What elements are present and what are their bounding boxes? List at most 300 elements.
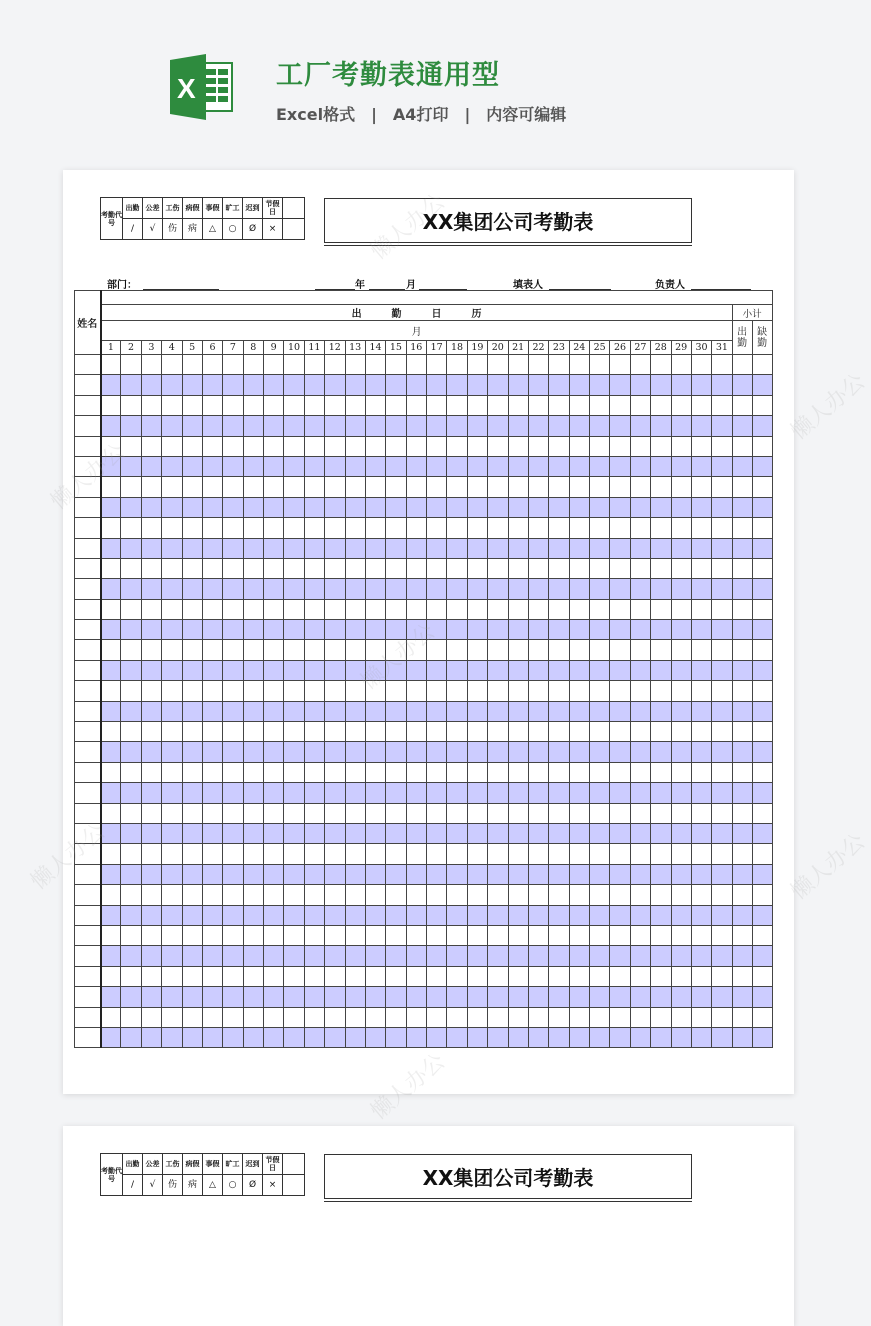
attendance-cell[interactable] bbox=[528, 987, 548, 1007]
attendance-cell[interactable] bbox=[264, 599, 284, 619]
attendance-cell[interactable] bbox=[712, 864, 732, 884]
attendance-cell[interactable] bbox=[365, 803, 385, 823]
attendance-cell[interactable] bbox=[406, 620, 426, 640]
attendance-cell[interactable] bbox=[243, 885, 263, 905]
attendance-cell[interactable] bbox=[671, 416, 691, 436]
attendance-cell[interactable] bbox=[488, 925, 508, 945]
attendance-cell[interactable] bbox=[569, 456, 589, 476]
attendance-cell[interactable] bbox=[508, 538, 528, 558]
attendance-cell[interactable] bbox=[202, 620, 222, 640]
attendance-cell[interactable] bbox=[264, 885, 284, 905]
name-cell[interactable] bbox=[75, 722, 101, 742]
attendance-cell[interactable] bbox=[488, 844, 508, 864]
attendance-cell[interactable] bbox=[223, 375, 243, 395]
attendance-cell[interactable] bbox=[427, 885, 447, 905]
attendance-cell[interactable] bbox=[406, 925, 426, 945]
attendance-cell[interactable] bbox=[427, 599, 447, 619]
attendance-cell[interactable] bbox=[406, 436, 426, 456]
attendance-cell[interactable] bbox=[569, 355, 589, 375]
attendance-cell[interactable] bbox=[569, 1007, 589, 1027]
attendance-cell[interactable] bbox=[182, 844, 202, 864]
attendance-cell[interactable] bbox=[651, 355, 671, 375]
attendance-cell[interactable] bbox=[488, 803, 508, 823]
attendance-cell[interactable] bbox=[243, 355, 263, 375]
attendance-cell[interactable] bbox=[569, 681, 589, 701]
attendance-cell[interactable] bbox=[202, 742, 222, 762]
attendance-cell[interactable] bbox=[488, 599, 508, 619]
attendance-cell[interactable] bbox=[610, 722, 630, 742]
attendance-cell[interactable] bbox=[467, 416, 487, 436]
attendance-cell[interactable] bbox=[284, 946, 304, 966]
attendance-cell[interactable] bbox=[427, 395, 447, 415]
attendance-cell[interactable] bbox=[182, 416, 202, 436]
absent-total-cell[interactable] bbox=[752, 416, 772, 436]
attendance-cell[interactable] bbox=[508, 558, 528, 578]
attendance-cell[interactable] bbox=[121, 722, 141, 742]
attendance-cell[interactable] bbox=[630, 640, 650, 660]
attendance-cell[interactable] bbox=[630, 416, 650, 436]
absent-total-cell[interactable] bbox=[752, 864, 772, 884]
attendance-cell[interactable] bbox=[202, 864, 222, 884]
attendance-cell[interactable] bbox=[671, 905, 691, 925]
attendance-cell[interactable] bbox=[406, 477, 426, 497]
attendance-cell[interactable] bbox=[691, 701, 711, 721]
attendance-cell[interactable] bbox=[467, 477, 487, 497]
attendance-cell[interactable] bbox=[447, 497, 467, 517]
attendance-cell[interactable] bbox=[182, 783, 202, 803]
attendance-cell[interactable] bbox=[386, 803, 406, 823]
attend-total-cell[interactable] bbox=[732, 966, 752, 986]
attendance-cell[interactable] bbox=[467, 599, 487, 619]
attendance-cell[interactable] bbox=[345, 497, 365, 517]
attendance-cell[interactable] bbox=[101, 355, 121, 375]
attendance-cell[interactable] bbox=[549, 640, 569, 660]
attendance-cell[interactable] bbox=[162, 518, 182, 538]
attendance-cell[interactable] bbox=[569, 803, 589, 823]
attendance-cell[interactable] bbox=[325, 456, 345, 476]
attendance-cell[interactable] bbox=[691, 640, 711, 660]
absent-total-cell[interactable] bbox=[752, 558, 772, 578]
attendance-cell[interactable] bbox=[223, 1007, 243, 1027]
attendance-cell[interactable] bbox=[365, 1027, 385, 1047]
attendance-cell[interactable] bbox=[651, 803, 671, 823]
attendance-cell[interactable] bbox=[243, 987, 263, 1007]
attendance-cell[interactable] bbox=[447, 477, 467, 497]
attendance-cell[interactable] bbox=[365, 456, 385, 476]
attendance-cell[interactable] bbox=[223, 620, 243, 640]
attendance-cell[interactable] bbox=[427, 620, 447, 640]
attendance-cell[interactable] bbox=[243, 558, 263, 578]
attendance-cell[interactable] bbox=[671, 660, 691, 680]
attendance-cell[interactable] bbox=[141, 436, 161, 456]
attendance-cell[interactable] bbox=[590, 1027, 610, 1047]
attendance-cell[interactable] bbox=[528, 558, 548, 578]
attendance-cell[interactable] bbox=[141, 1007, 161, 1027]
attendance-cell[interactable] bbox=[264, 803, 284, 823]
attendance-cell[interactable] bbox=[386, 885, 406, 905]
attendance-cell[interactable] bbox=[447, 885, 467, 905]
attendance-cell[interactable] bbox=[386, 477, 406, 497]
attendance-cell[interactable] bbox=[121, 885, 141, 905]
attendance-cell[interactable] bbox=[691, 823, 711, 843]
attendance-cell[interactable] bbox=[467, 640, 487, 660]
attendance-cell[interactable] bbox=[671, 518, 691, 538]
attendance-cell[interactable] bbox=[223, 640, 243, 660]
attendance-cell[interactable] bbox=[345, 579, 365, 599]
attendance-cell[interactable] bbox=[162, 579, 182, 599]
attendance-cell[interactable] bbox=[590, 762, 610, 782]
attendance-cell[interactable] bbox=[610, 987, 630, 1007]
attendance-cell[interactable] bbox=[712, 783, 732, 803]
attendance-cell[interactable] bbox=[508, 660, 528, 680]
attendance-cell[interactable] bbox=[651, 946, 671, 966]
name-cell[interactable] bbox=[75, 1007, 101, 1027]
attendance-cell[interactable] bbox=[427, 355, 447, 375]
attendance-cell[interactable] bbox=[345, 987, 365, 1007]
attendance-cell[interactable] bbox=[223, 660, 243, 680]
attendance-cell[interactable] bbox=[528, 416, 548, 436]
attendance-cell[interactable] bbox=[141, 925, 161, 945]
attendance-cell[interactable] bbox=[121, 477, 141, 497]
attendance-cell[interactable] bbox=[304, 783, 324, 803]
attendance-cell[interactable] bbox=[223, 395, 243, 415]
attendance-cell[interactable] bbox=[304, 905, 324, 925]
attendance-cell[interactable] bbox=[202, 925, 222, 945]
attendance-cell[interactable] bbox=[427, 1027, 447, 1047]
attendance-cell[interactable] bbox=[386, 1027, 406, 1047]
attendance-cell[interactable] bbox=[386, 456, 406, 476]
attendance-cell[interactable] bbox=[508, 355, 528, 375]
attendance-cell[interactable] bbox=[569, 946, 589, 966]
attendance-cell[interactable] bbox=[386, 375, 406, 395]
attendance-cell[interactable] bbox=[325, 375, 345, 395]
attendance-cell[interactable] bbox=[223, 742, 243, 762]
attendance-cell[interactable] bbox=[712, 844, 732, 864]
attendance-cell[interactable] bbox=[101, 864, 121, 884]
attendance-cell[interactable] bbox=[406, 497, 426, 517]
attendance-cell[interactable] bbox=[121, 823, 141, 843]
attendance-cell[interactable] bbox=[671, 966, 691, 986]
attendance-cell[interactable] bbox=[447, 905, 467, 925]
attendance-cell[interactable] bbox=[508, 823, 528, 843]
attendance-cell[interactable] bbox=[508, 722, 528, 742]
attendance-cell[interactable] bbox=[101, 925, 121, 945]
attendance-cell[interactable] bbox=[610, 803, 630, 823]
attendance-cell[interactable] bbox=[488, 416, 508, 436]
attendance-cell[interactable] bbox=[427, 681, 447, 701]
attendance-cell[interactable] bbox=[467, 456, 487, 476]
attendance-cell[interactable] bbox=[630, 395, 650, 415]
attendance-cell[interactable] bbox=[590, 558, 610, 578]
attendance-cell[interactable] bbox=[101, 762, 121, 782]
attendance-cell[interactable] bbox=[651, 416, 671, 436]
attendance-cell[interactable] bbox=[610, 579, 630, 599]
attendance-cell[interactable] bbox=[630, 987, 650, 1007]
attendance-cell[interactable] bbox=[304, 722, 324, 742]
attendance-cell[interactable] bbox=[630, 925, 650, 945]
absent-total-cell[interactable] bbox=[752, 722, 772, 742]
attendance-cell[interactable] bbox=[610, 477, 630, 497]
attendance-cell[interactable] bbox=[549, 681, 569, 701]
attendance-cell[interactable] bbox=[365, 844, 385, 864]
attendance-cell[interactable] bbox=[590, 864, 610, 884]
attendance-cell[interactable] bbox=[101, 742, 121, 762]
attendance-cell[interactable] bbox=[101, 579, 121, 599]
attendance-cell[interactable] bbox=[549, 558, 569, 578]
attendance-cell[interactable] bbox=[264, 722, 284, 742]
attendance-cell[interactable] bbox=[549, 803, 569, 823]
attendance-cell[interactable] bbox=[345, 620, 365, 640]
attendance-cell[interactable] bbox=[569, 620, 589, 640]
attendance-cell[interactable] bbox=[691, 803, 711, 823]
attendance-cell[interactable] bbox=[651, 456, 671, 476]
attendance-cell[interactable] bbox=[121, 844, 141, 864]
attendance-cell[interactable] bbox=[508, 905, 528, 925]
attendance-cell[interactable] bbox=[569, 518, 589, 538]
attendance-cell[interactable] bbox=[264, 456, 284, 476]
attendance-cell[interactable] bbox=[590, 355, 610, 375]
attendance-cell[interactable] bbox=[508, 599, 528, 619]
attendance-cell[interactable] bbox=[508, 375, 528, 395]
attendance-cell[interactable] bbox=[691, 742, 711, 762]
attendance-cell[interactable] bbox=[528, 436, 548, 456]
attendance-cell[interactable] bbox=[141, 946, 161, 966]
attendance-cell[interactable] bbox=[141, 477, 161, 497]
attendance-cell[interactable] bbox=[223, 558, 243, 578]
name-cell[interactable] bbox=[75, 987, 101, 1007]
attendance-cell[interactable] bbox=[325, 518, 345, 538]
attendance-cell[interactable] bbox=[712, 987, 732, 1007]
attendance-cell[interactable] bbox=[365, 987, 385, 1007]
attendance-cell[interactable] bbox=[610, 844, 630, 864]
attendance-cell[interactable] bbox=[712, 722, 732, 742]
attendance-cell[interactable] bbox=[264, 946, 284, 966]
attendance-cell[interactable] bbox=[671, 803, 691, 823]
attendance-cell[interactable] bbox=[671, 946, 691, 966]
attendance-cell[interactable] bbox=[345, 946, 365, 966]
attendance-cell[interactable] bbox=[202, 497, 222, 517]
attendance-cell[interactable] bbox=[162, 599, 182, 619]
attendance-cell[interactable] bbox=[264, 640, 284, 660]
attendance-cell[interactable] bbox=[101, 803, 121, 823]
attend-total-cell[interactable] bbox=[732, 558, 752, 578]
attendance-cell[interactable] bbox=[141, 905, 161, 925]
attendance-cell[interactable] bbox=[386, 925, 406, 945]
attendance-cell[interactable] bbox=[447, 1027, 467, 1047]
attendance-cell[interactable] bbox=[121, 497, 141, 517]
attendance-cell[interactable] bbox=[141, 660, 161, 680]
attendance-cell[interactable] bbox=[386, 783, 406, 803]
attendance-cell[interactable] bbox=[630, 599, 650, 619]
attendance-cell[interactable] bbox=[223, 946, 243, 966]
attendance-cell[interactable] bbox=[651, 823, 671, 843]
attendance-cell[interactable] bbox=[182, 1007, 202, 1027]
attendance-cell[interactable] bbox=[223, 885, 243, 905]
attendance-cell[interactable] bbox=[406, 885, 426, 905]
attendance-cell[interactable] bbox=[630, 803, 650, 823]
attendance-cell[interactable] bbox=[223, 966, 243, 986]
attendance-cell[interactable] bbox=[528, 599, 548, 619]
attendance-cell[interactable] bbox=[101, 477, 121, 497]
attendance-cell[interactable] bbox=[590, 599, 610, 619]
attendance-cell[interactable] bbox=[467, 558, 487, 578]
attend-total-cell[interactable] bbox=[732, 518, 752, 538]
attendance-cell[interactable] bbox=[345, 375, 365, 395]
attendance-cell[interactable] bbox=[447, 742, 467, 762]
attendance-cell[interactable] bbox=[630, 905, 650, 925]
attendance-cell[interactable] bbox=[141, 599, 161, 619]
attendance-cell[interactable] bbox=[284, 375, 304, 395]
attendance-cell[interactable] bbox=[447, 844, 467, 864]
name-cell[interactable] bbox=[75, 844, 101, 864]
attendance-cell[interactable] bbox=[671, 395, 691, 415]
attendance-cell[interactable] bbox=[141, 823, 161, 843]
attendance-cell[interactable] bbox=[467, 803, 487, 823]
attendance-cell[interactable] bbox=[590, 844, 610, 864]
attendance-cell[interactable] bbox=[223, 823, 243, 843]
attendance-cell[interactable] bbox=[101, 395, 121, 415]
attendance-cell[interactable] bbox=[630, 660, 650, 680]
attendance-cell[interactable] bbox=[712, 620, 732, 640]
attendance-cell[interactable] bbox=[121, 742, 141, 762]
attendance-cell[interactable] bbox=[406, 599, 426, 619]
attendance-cell[interactable] bbox=[243, 375, 263, 395]
attendance-cell[interactable] bbox=[427, 946, 447, 966]
attendance-cell[interactable] bbox=[427, 660, 447, 680]
attendance-cell[interactable] bbox=[264, 660, 284, 680]
attendance-cell[interactable] bbox=[304, 1027, 324, 1047]
attendance-cell[interactable] bbox=[569, 925, 589, 945]
attendance-cell[interactable] bbox=[549, 538, 569, 558]
attendance-cell[interactable] bbox=[569, 987, 589, 1007]
attendance-cell[interactable] bbox=[590, 477, 610, 497]
attendance-cell[interactable] bbox=[406, 355, 426, 375]
attendance-cell[interactable] bbox=[121, 456, 141, 476]
attendance-cell[interactable] bbox=[447, 722, 467, 742]
attendance-cell[interactable] bbox=[365, 701, 385, 721]
attendance-cell[interactable] bbox=[508, 640, 528, 660]
attendance-cell[interactable] bbox=[202, 660, 222, 680]
attend-total-cell[interactable] bbox=[732, 456, 752, 476]
attendance-cell[interactable] bbox=[447, 987, 467, 1007]
attend-total-cell[interactable] bbox=[732, 742, 752, 762]
attendance-cell[interactable] bbox=[182, 864, 202, 884]
attendance-cell[interactable] bbox=[447, 681, 467, 701]
attendance-cell[interactable] bbox=[569, 558, 589, 578]
attendance-cell[interactable] bbox=[386, 416, 406, 436]
attendance-cell[interactable] bbox=[712, 558, 732, 578]
attendance-cell[interactable] bbox=[325, 803, 345, 823]
attendance-cell[interactable] bbox=[141, 864, 161, 884]
attendance-cell[interactable] bbox=[386, 864, 406, 884]
attendance-cell[interactable] bbox=[345, 436, 365, 456]
attendance-cell[interactable] bbox=[467, 925, 487, 945]
attendance-cell[interactable] bbox=[121, 375, 141, 395]
attendance-cell[interactable] bbox=[488, 375, 508, 395]
attendance-cell[interactable] bbox=[447, 579, 467, 599]
attendance-cell[interactable] bbox=[264, 681, 284, 701]
attendance-cell[interactable] bbox=[162, 987, 182, 1007]
attendance-cell[interactable] bbox=[365, 1007, 385, 1027]
attendance-cell[interactable] bbox=[202, 762, 222, 782]
attendance-cell[interactable] bbox=[651, 864, 671, 884]
attendance-cell[interactable] bbox=[610, 905, 630, 925]
attendance-cell[interactable] bbox=[284, 416, 304, 436]
attend-total-cell[interactable] bbox=[732, 722, 752, 742]
attendance-cell[interactable] bbox=[284, 905, 304, 925]
attendance-cell[interactable] bbox=[488, 946, 508, 966]
attendance-cell[interactable] bbox=[488, 660, 508, 680]
attendance-cell[interactable] bbox=[610, 701, 630, 721]
attendance-cell[interactable] bbox=[630, 1027, 650, 1047]
attendance-cell[interactable] bbox=[651, 436, 671, 456]
attendance-cell[interactable] bbox=[590, 518, 610, 538]
attendance-cell[interactable] bbox=[304, 864, 324, 884]
attendance-cell[interactable] bbox=[467, 1027, 487, 1047]
attendance-cell[interactable] bbox=[304, 925, 324, 945]
attendance-cell[interactable] bbox=[202, 416, 222, 436]
attendance-cell[interactable] bbox=[569, 844, 589, 864]
attendance-cell[interactable] bbox=[569, 701, 589, 721]
attendance-cell[interactable] bbox=[101, 640, 121, 660]
attendance-cell[interactable] bbox=[202, 823, 222, 843]
attendance-cell[interactable] bbox=[590, 579, 610, 599]
attendance-cell[interactable] bbox=[121, 599, 141, 619]
attendance-cell[interactable] bbox=[610, 864, 630, 884]
attendance-cell[interactable] bbox=[243, 722, 263, 742]
attendance-cell[interactable] bbox=[691, 538, 711, 558]
name-cell[interactable] bbox=[75, 558, 101, 578]
attendance-cell[interactable] bbox=[488, 762, 508, 782]
attendance-cell[interactable] bbox=[284, 925, 304, 945]
attendance-cell[interactable] bbox=[549, 1027, 569, 1047]
name-cell[interactable] bbox=[75, 355, 101, 375]
attendance-cell[interactable] bbox=[101, 599, 121, 619]
attendance-cell[interactable] bbox=[691, 497, 711, 517]
attendance-cell[interactable] bbox=[365, 864, 385, 884]
attendance-cell[interactable] bbox=[671, 681, 691, 701]
attend-total-cell[interactable] bbox=[732, 987, 752, 1007]
attendance-cell[interactable] bbox=[202, 905, 222, 925]
attendance-cell[interactable] bbox=[671, 1007, 691, 1027]
attendance-cell[interactable] bbox=[325, 558, 345, 578]
attendance-cell[interactable] bbox=[182, 946, 202, 966]
name-cell[interactable] bbox=[75, 701, 101, 721]
attendance-cell[interactable] bbox=[569, 722, 589, 742]
attendance-cell[interactable] bbox=[202, 436, 222, 456]
attendance-cell[interactable] bbox=[590, 681, 610, 701]
attendance-cell[interactable] bbox=[365, 355, 385, 375]
attendance-cell[interactable] bbox=[162, 762, 182, 782]
attendance-cell[interactable] bbox=[202, 355, 222, 375]
attendance-cell[interactable] bbox=[325, 1027, 345, 1047]
attendance-cell[interactable] bbox=[549, 436, 569, 456]
attendance-cell[interactable] bbox=[671, 762, 691, 782]
attendance-cell[interactable] bbox=[528, 355, 548, 375]
attendance-cell[interactable] bbox=[223, 864, 243, 884]
attendance-cell[interactable] bbox=[141, 579, 161, 599]
attendance-cell[interactable] bbox=[284, 640, 304, 660]
attendance-cell[interactable] bbox=[447, 599, 467, 619]
attendance-cell[interactable] bbox=[549, 477, 569, 497]
attendance-cell[interactable] bbox=[243, 518, 263, 538]
attendance-cell[interactable] bbox=[590, 925, 610, 945]
attendance-cell[interactable] bbox=[325, 497, 345, 517]
attendance-cell[interactable] bbox=[651, 966, 671, 986]
attendance-cell[interactable] bbox=[691, 518, 711, 538]
attendance-cell[interactable] bbox=[101, 966, 121, 986]
attendance-cell[interactable] bbox=[447, 925, 467, 945]
